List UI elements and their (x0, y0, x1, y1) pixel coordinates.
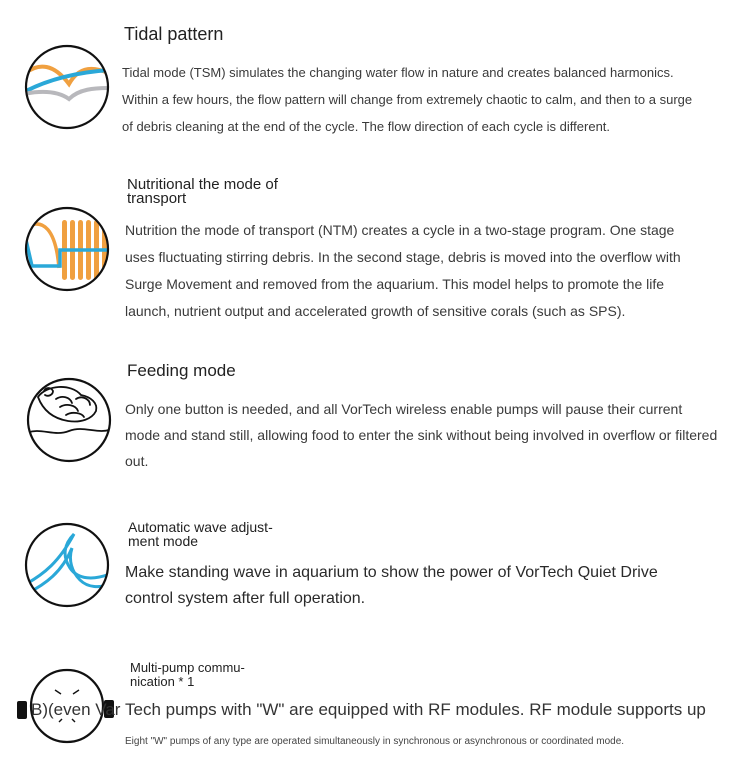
body-line: Surge Movement and removed from the aquarium. This model helps to promote the life (125, 276, 665, 292)
section-body-tidal-pattern (122, 59, 742, 140)
breaking-wave-icon (24, 522, 110, 608)
body-line: out. (125, 453, 149, 469)
section-title-multi-pump (130, 661, 245, 689)
title-line: Multi-pump commu- (130, 660, 245, 675)
left-speaker-icon (17, 701, 27, 719)
tidal-pattern-icon (24, 44, 110, 130)
title-line: transport (127, 190, 187, 207)
body-line: uses fluctuating stirring debris. In the second stage, debris is moved into the overflow with (125, 249, 681, 265)
body-line: Within a few hours, the flow pattern will change from extremely chaotic to calm, and then to a surge (122, 92, 693, 107)
body-line: control system after full operation. (125, 590, 366, 607)
section-body-nutritional-transport (125, 217, 725, 325)
section-body-feeding-mode (125, 396, 745, 474)
section-note-multi-pump: Eight "W" pumps of any type are operated simultaneously in synchronous or asynchronous or coordinated mode. (125, 736, 625, 747)
body-line: Make standing wave in aquarium to show the power of VorTech Quiet Drive (125, 564, 658, 581)
body-line: Tidal mode (TSM) simulates the changing water flow in nature and creates balanced harmonics. (122, 65, 674, 80)
title-line: Automatic wave adjust- (128, 519, 273, 535)
nutrient-transport-icon (24, 206, 110, 292)
title-line: ment mode (128, 533, 199, 549)
overlay-text-fragment: B)(even Var (31, 700, 121, 719)
section-title-nutritional-transport (127, 178, 278, 206)
section-title-tidal-pattern: Tidal pattern (124, 24, 224, 44)
section-body-automatic-wave (125, 560, 725, 612)
section-title-automatic-wave (128, 520, 273, 548)
title-line: nication * 1 (130, 674, 195, 689)
body-line: of debris cleaning at the end of the cycle. The flow direction of each cycle is different. (122, 119, 611, 134)
body-line: Nutrition the mode of transport (NTM) creates a cycle in a two-stage program. One stage (125, 222, 675, 238)
title-line: Nutritional the mode of (127, 176, 278, 193)
body-line: launch, nutrient output and accelerated growth of sensitive corals (such as SPS). (125, 303, 626, 319)
feeding-hand-icon (26, 377, 112, 463)
section-title-feeding-mode: Feeding mode (127, 361, 236, 380)
body-line: Only one button is needed, and all VorTech wireless enable pumps will pause their current (125, 401, 683, 417)
section-body-multi-pump: Tech pumps with "W" are equipped with RF modules. RF module supports up (125, 700, 706, 719)
body-line: mode and stand still, allowing food to enter the sink without being involved in overflow or filtered (125, 427, 718, 443)
